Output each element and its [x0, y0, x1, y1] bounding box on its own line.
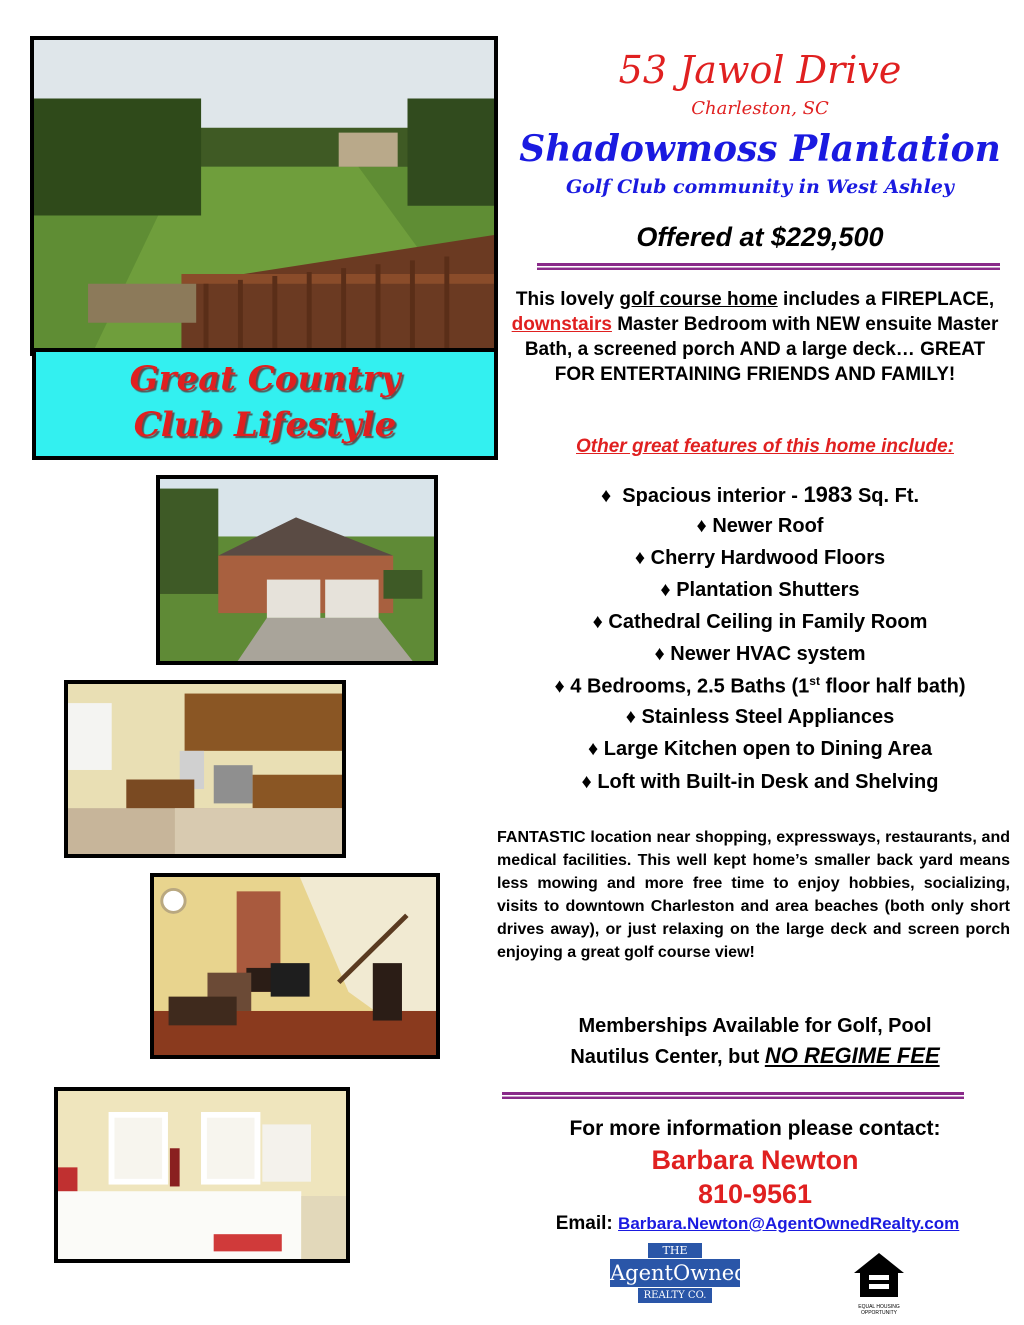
- golf-course-photo: [30, 36, 498, 356]
- logo-name: AgentOwned: [610, 1261, 748, 1285]
- email-row: [505, 1213, 1010, 1235]
- bathroom-photo: [54, 1087, 350, 1263]
- callout-line-2: Club Lifestyle: [133, 405, 397, 445]
- diamond-icon: ♦: [592, 611, 603, 633]
- feature-item: [500, 706, 1020, 729]
- intro-text-1: This lovely: [515, 289, 620, 310]
- house-icon: [852, 1251, 906, 1299]
- price: Offered at $229,500: [636, 222, 884, 252]
- feature-text: Spacious interior -: [622, 485, 804, 507]
- contact-heading: For more information please contact:: [569, 1117, 941, 1140]
- city-subtitle: Charleston, SC: [691, 98, 829, 119]
- divider-top: [537, 263, 1000, 270]
- diamond-icon: ♦: [581, 771, 592, 793]
- memberships-line-1: Memberships Available for Golf, Pool: [578, 1015, 932, 1037]
- feature-item: [500, 611, 1020, 634]
- feature-text: floor half bath): [819, 675, 966, 698]
- equal-housing-logo: [852, 1251, 906, 1315]
- feature-text: Loft with Built-in Desk and Shelving: [597, 771, 939, 793]
- diamond-icon: ♦: [634, 547, 646, 569]
- email-link[interactable]: Barbara.Newton@AgentOwnedRealty.com: [618, 1214, 960, 1233]
- divider-bottom: [502, 1092, 964, 1099]
- feature-item: [500, 771, 1020, 794]
- feature-text: Newer HVAC system: [670, 643, 866, 665]
- diamond-icon: ♦: [588, 738, 599, 760]
- community-title: Shadowmoss Plantation: [519, 128, 1001, 170]
- intro-golf-course-home: golf course home: [619, 289, 778, 310]
- feature-text: Cherry Hardwood Floors: [650, 547, 886, 569]
- diamond-icon: ♦: [660, 579, 671, 601]
- diamond-icon: ♦: [554, 675, 565, 698]
- intro-text-3: Master Bedroom with NEW ensuite Master Bath, a screened porch AND a large deck… GREAT FOR ENTERTAINING FRIENDS AND FAMILY!: [524, 314, 999, 385]
- agentowned-logo: [610, 1243, 748, 1307]
- agent-name: Barbara Newton: [651, 1145, 859, 1175]
- diamond-icon: ♦: [654, 643, 665, 665]
- feature-superscript: st: [809, 674, 820, 688]
- intro-downstairs: downstairs: [511, 314, 612, 335]
- feature-item: [500, 738, 1020, 761]
- feature-sqft-number: 1983: [803, 482, 853, 507]
- equal-housing-text: EQUAL HOUSING OPPORTUNITY: [858, 1304, 900, 1316]
- agent-phone: 810-9561: [697, 1179, 813, 1209]
- feature-text: Sq. Ft.: [852, 485, 920, 507]
- family-room-photo: [150, 873, 440, 1059]
- feature-text: Cathedral Ceiling in Family Room: [608, 611, 928, 633]
- diamond-icon: ♦: [600, 485, 612, 507]
- feature-text: Plantation Shutters: [676, 579, 860, 601]
- features-heading: Other great features of this home include:: [576, 436, 954, 457]
- kitchen-photo: [64, 680, 346, 858]
- diamond-icon: ♦: [625, 706, 636, 728]
- intro-text-2: includes a FIREPLACE,: [777, 289, 995, 310]
- feature-text: Large Kitchen open to Dining Area: [603, 738, 932, 760]
- memberships-line-2: [510, 1041, 1000, 1072]
- memberships-text: Nautilus Center, but: [570, 1046, 765, 1068]
- feature-item: [500, 515, 1020, 538]
- feature-text: Stainless Steel Appliances: [641, 706, 895, 728]
- feature-item: [500, 643, 1020, 666]
- logo-sub: REALTY CO.: [638, 1288, 712, 1303]
- feature-item: [500, 547, 1020, 570]
- feature-item: [500, 482, 1020, 508]
- house-exterior-photo: [156, 475, 438, 665]
- callout-text: [32, 356, 498, 448]
- callout-line-1: Great Country: [129, 359, 401, 399]
- feature-text: Newer Roof: [712, 515, 824, 537]
- feature-item: [500, 579, 1020, 602]
- memberships-note: [510, 1012, 1000, 1072]
- logo-the: THE: [648, 1243, 702, 1258]
- email-label: Email:: [555, 1213, 619, 1234]
- no-regime-fee: NO REGIME FEE: [764, 1043, 940, 1068]
- intro-paragraph: [510, 287, 1000, 387]
- location-description: FANTASTIC location near shopping, expressways, restaurants, and medical facilities. This well kept home’s smaller back yard means less mowing and more free time to enjoy hobbies, socializing, visits to downtown Charleston and area beaches (both only short drives away), or just relaxing on the large deck and screen porch enjoying a great golf course view!: [497, 829, 1010, 961]
- community-tagline: Golf Club community in West Ashley: [566, 176, 954, 198]
- feature-text: 4 Bedrooms, 2.5 Baths (1: [570, 675, 810, 698]
- feature-item: [500, 674, 1020, 699]
- address-title: 53 Jawol Drive: [618, 48, 902, 92]
- diamond-icon: ♦: [696, 515, 707, 537]
